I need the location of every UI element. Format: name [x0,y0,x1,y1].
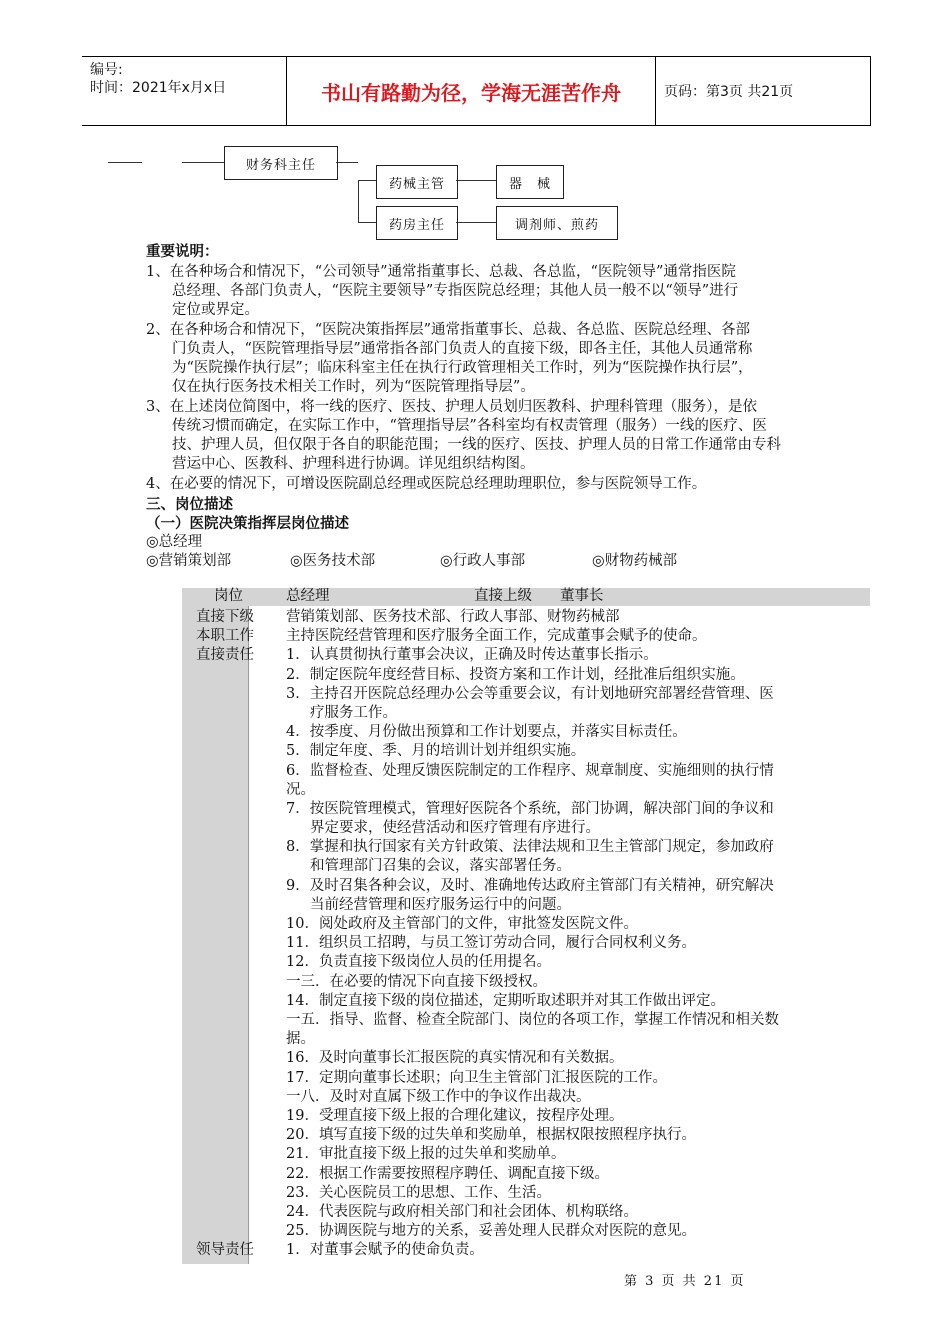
note-line: 技、护理人员，但仅限于各自的职能范围；一线的医疗、医技、护理人员的日常工作通常由专科 [172,437,781,453]
note-line: 为“医院操作执行层”；临床科室主任在执行行政管理相关工作时，列为“医院操作执行层”， [172,360,753,376]
resp-line: 17．定期向董事长述职；向卫生主管部门汇报医院的工作。 [286,1070,667,1086]
org-box-finance-head: 财务科主任 [224,146,338,180]
dept-marketing: ◎营销策划部 [146,553,232,569]
note-line: 2、在各种场合和情况下，“医院决策指挥层”通常指董事长、总裁、各总监、医院总经理、各部 [146,322,751,338]
resp-line: 一八．及时对直属下级工作中的争议作出裁决。 [286,1089,591,1105]
resp-label: 直接责任 [196,647,254,663]
header-motto: 书山有路勤为径，学海无涯苦作舟 [286,57,656,125]
note-line: 传统习惯而确定，在实际工作中，“管理指导层”各科室均有权责管理（服务）一线的医疗、医 [172,418,767,434]
org-connector [108,162,142,163]
time-label: 时间：2021年x月x日 [90,80,227,96]
header-meta [90,61,226,97]
org-box-equipment: 器 械 [496,165,564,199]
resp-line: 据。 [286,1031,315,1047]
resp-line: 14．制定直接下级的岗位描述，定期听取述职并对其工作做出评定。 [286,993,725,1009]
org-connector [456,180,496,181]
post-value: 总经理 [286,588,330,604]
resp-line: 一三．在必要的情况下向直接下级授权。 [286,974,547,990]
header-page-info: 页码：第3页 共21页 [664,84,794,100]
resp-line: 8．掌握和执行国家有关方针政策、法律法规和卫生主管部门规定，参加政府 [286,839,774,855]
org-box-equipment-head: 药械主管 [376,165,458,199]
sub-value: 营销策划部、医务技术部、行政人事部、财物药械部 [286,609,620,625]
dept-medical-tech: ◎医务技术部 [290,553,376,569]
duty-value: 主持医院经营管理和医疗服务全面工作，完成董事会赋予的使命。 [286,628,707,644]
resp-line: 24．代表医院与政府相关部门和社会团体、机构联络。 [286,1204,638,1220]
org-connector [358,180,359,222]
duty-label: 本职工作 [196,628,254,644]
org-connector [456,222,496,223]
resp-line: 20．填写直接下级的过失单和奖励单，根据权限按照程序执行。 [286,1127,696,1143]
section-heading: 三、岗位描述 [146,496,233,513]
resp-line: 9．及时召集各种会议，及时、准确地传达政府主管部门有关精神，研究解决 [286,878,774,894]
resp-line: 和管理部门召集的会议，落实部署任务。 [310,858,571,874]
note-line: 3、在上述岗位简图中，将一线的医疗、医技、护理人员划归医教科、护理科管理（服务），是依 [146,399,757,415]
resp-line: 3．主持召开医院总经理办公会等重要会议，有计划地研究部署经营管理、医 [286,686,774,702]
superior-value: 董事长 [560,588,604,604]
org-connector [358,222,376,223]
resp-line: 况。 [286,782,315,798]
superior-label: 直接上级 [474,588,532,604]
org-connector [182,162,224,163]
resp-line: 16．及时向董事长汇报医院的真实情况和有关数据。 [286,1050,624,1066]
resp-line: 19．受理直接下级上报的合理化建议，按程序处理。 [286,1108,624,1124]
resp-line: 7．按医院管理模式，管理好医院各个系统，部门协调，解决部门间的争议和 [286,801,774,817]
note-line: 4、在必要的情况下，可增设医院副总经理或医院总经理助理职位，参与医院领导工作。 [146,476,707,492]
resp-line: 2．制定医院年度经营目标、投资方案和工作计划，经批准后组织实施。 [286,667,745,683]
resp-line: 21．审批直接下级上报的过失单和奖励单。 [286,1146,566,1162]
lead-label: 领导责任 [196,1242,254,1258]
org-connector [336,162,358,163]
page-header [82,56,871,126]
table-label-column [182,606,248,1264]
notes-title: 重要说明： [146,243,219,260]
note-line: 定位或界定。 [172,302,259,318]
org-box-pharmacy-head: 药房主任 [376,206,458,240]
resp-line: 界定要求，使经营活动和医疗管理有序进行。 [310,820,600,836]
resp-line: 疗服务工作。 [310,705,397,721]
sub-label: 直接下级 [196,609,254,625]
resp-line: 25．协调医院与地方的关系，妥善处理人民群众对医院的意见。 [286,1223,696,1239]
resp-line: 10．阅处政府及主管部门的文件，审批签发医院文件。 [286,916,638,932]
note-line: 总经理、各部门负责人，“医院主要领导”专指医院总经理；其他人员一般不以“领导”进行 [172,283,739,299]
page-footer: 第 3 页 共 21 页 [624,1274,746,1289]
resp-line: 6．监督检查、处理反馈医院制定的工作程序、规章制度、实施细则的执行情 [286,763,774,779]
note-line: 仅在执行医务技术相关工作时，列为“医院管理指导层”。 [172,379,535,395]
resp-line: 4．按季度、月份做出预算和工作计划要点，并落实目标责任。 [286,724,687,740]
resp-line: 11．组织员工招聘，与员工签订劳动合同，履行合同权利义务。 [286,935,696,951]
resp-line: 23．关心医院员工的思想、工作、生活。 [286,1185,551,1201]
note-line: 营运中心、医教科、护理科进行协调。详见组织结构图。 [172,456,535,472]
post-label: 岗位 [214,588,243,604]
section-subheading: （一）医院决策指挥层岗位描述 [146,515,349,532]
resp-line: 5．制定年度、季、月的培训计划并组织实施。 [286,743,586,759]
resp-line: 一五．指导、监督、检查全院部门、岗位的各项工作，掌握工作情况和相关数 [286,1012,779,1028]
position-gm: ◎总经理 [146,534,203,550]
resp-line: 22．根据工作需要按照程序聘任、调配直接下级。 [286,1166,609,1182]
resp-line: 12．负责直接下级岗位人员的任用提名。 [286,954,551,970]
note-line: 1、在各种场合和情况下，“公司领导”通常指董事长、总裁、各总监，“医院领导”通常指医院 [146,264,736,280]
resp-line: 当前经营管理和医疗服务运行中的问题。 [310,897,571,913]
table-divider [248,606,249,1264]
resp-line: 1．认真贯彻执行董事会决议，正确及时传达董事长指示。 [286,647,658,663]
org-box-pharmacist: 调剂师、煎药 [496,206,618,240]
dept-admin-hr: ◎行政人事部 [440,553,526,569]
number-label: 编号: [90,62,123,78]
lead-line: 1．对董事会赋予的使命负责。 [286,1242,484,1258]
note-line: 门负责人，“医院管理指导层”通常指各部门负责人的直接下级，即各主任，其他人员通常称 [172,341,753,357]
dept-finance-equipment: ◎财物药械部 [592,553,678,569]
org-connector [358,180,376,181]
